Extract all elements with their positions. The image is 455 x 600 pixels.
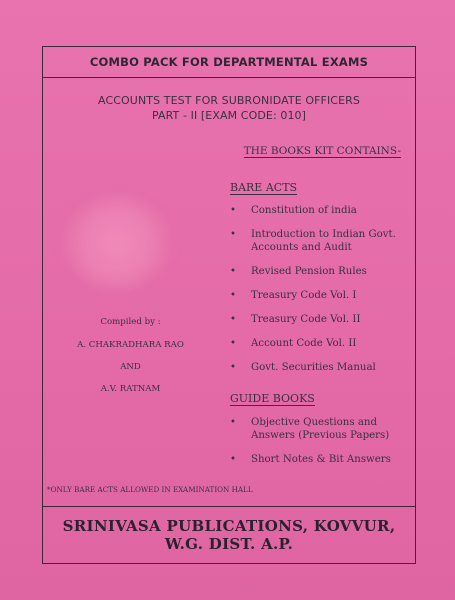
publisher-location: W.G. DIST. A.P.	[164, 535, 294, 553]
footnote: *ONLY BARE ACTS ALLOWED IN EXAMINATION HALL	[47, 485, 253, 494]
list-item-text: Constitution of india	[251, 205, 357, 216]
bare-acts-list	[228, 204, 396, 374]
list-item-text: Revised Pension Rules	[251, 266, 367, 277]
list-item	[228, 265, 396, 278]
list-item	[228, 416, 391, 442]
list-item	[228, 337, 396, 350]
list-item	[228, 289, 396, 302]
header-title: COMBO PACK FOR DEPARTMENTAL EXAMS	[89, 55, 369, 69]
list-item	[228, 453, 391, 466]
subtitle-line-2: PART - II [EXAM CODE: 010]	[151, 109, 307, 122]
bullet-icon: •	[230, 362, 236, 373]
bullet-icon: •	[230, 290, 236, 301]
list-item	[228, 313, 396, 326]
blurred-logo	[63, 197, 171, 289]
publisher-box	[43, 506, 415, 563]
list-item-text: Account Code Vol. II	[251, 338, 357, 349]
list-item-text: Introduction to Indian Govt.	[251, 229, 396, 240]
list-item-text: Treasury Code Vol. I	[251, 290, 357, 301]
author-1: A. CHAKRADHARA RAO	[77, 340, 184, 350]
kit-contents-text: THE BOOKS KIT CONTAINS-	[243, 145, 401, 157]
list-item-text: Treasury Code Vol. II	[251, 314, 361, 325]
bullet-icon: •	[230, 229, 236, 240]
author-separator: AND	[120, 362, 141, 372]
list-item-text: Short Notes & Bit Answers	[251, 454, 391, 465]
guide-books-heading: GUIDE BOOKS	[230, 392, 315, 405]
bullet-icon: •	[230, 314, 236, 325]
list-item	[228, 204, 396, 217]
bullet-icon: •	[230, 417, 236, 428]
subtitle-line-1: ACCOUNTS TEST FOR SUBRONIDATE OFFICERS	[98, 94, 360, 107]
bullet-icon: •	[230, 338, 236, 349]
bare-acts-heading: BARE ACTS	[230, 181, 298, 194]
author-2: A.V. RATNAM	[100, 384, 161, 394]
list-item-text-2: Answers (Previous Papers)	[251, 430, 390, 441]
bullet-icon: •	[230, 454, 236, 465]
cover-frame	[42, 46, 416, 564]
list-item	[228, 361, 396, 374]
list-item-text: Objective Questions and	[251, 417, 377, 428]
kit-contents-label	[244, 145, 401, 157]
bullet-icon: •	[230, 266, 236, 277]
list-item	[228, 228, 396, 254]
bullet-icon: •	[230, 205, 236, 216]
list-item-text-2: Accounts and Audit	[251, 242, 352, 253]
guide-books-list	[228, 416, 391, 466]
compiled-by-label: Compiled by :	[100, 317, 161, 327]
list-item-text: Govt. Securities Manual	[251, 362, 376, 373]
header-box	[43, 47, 415, 78]
publisher-name: SRINIVASA PUBLICATIONS, KOVVUR,	[62, 517, 396, 535]
